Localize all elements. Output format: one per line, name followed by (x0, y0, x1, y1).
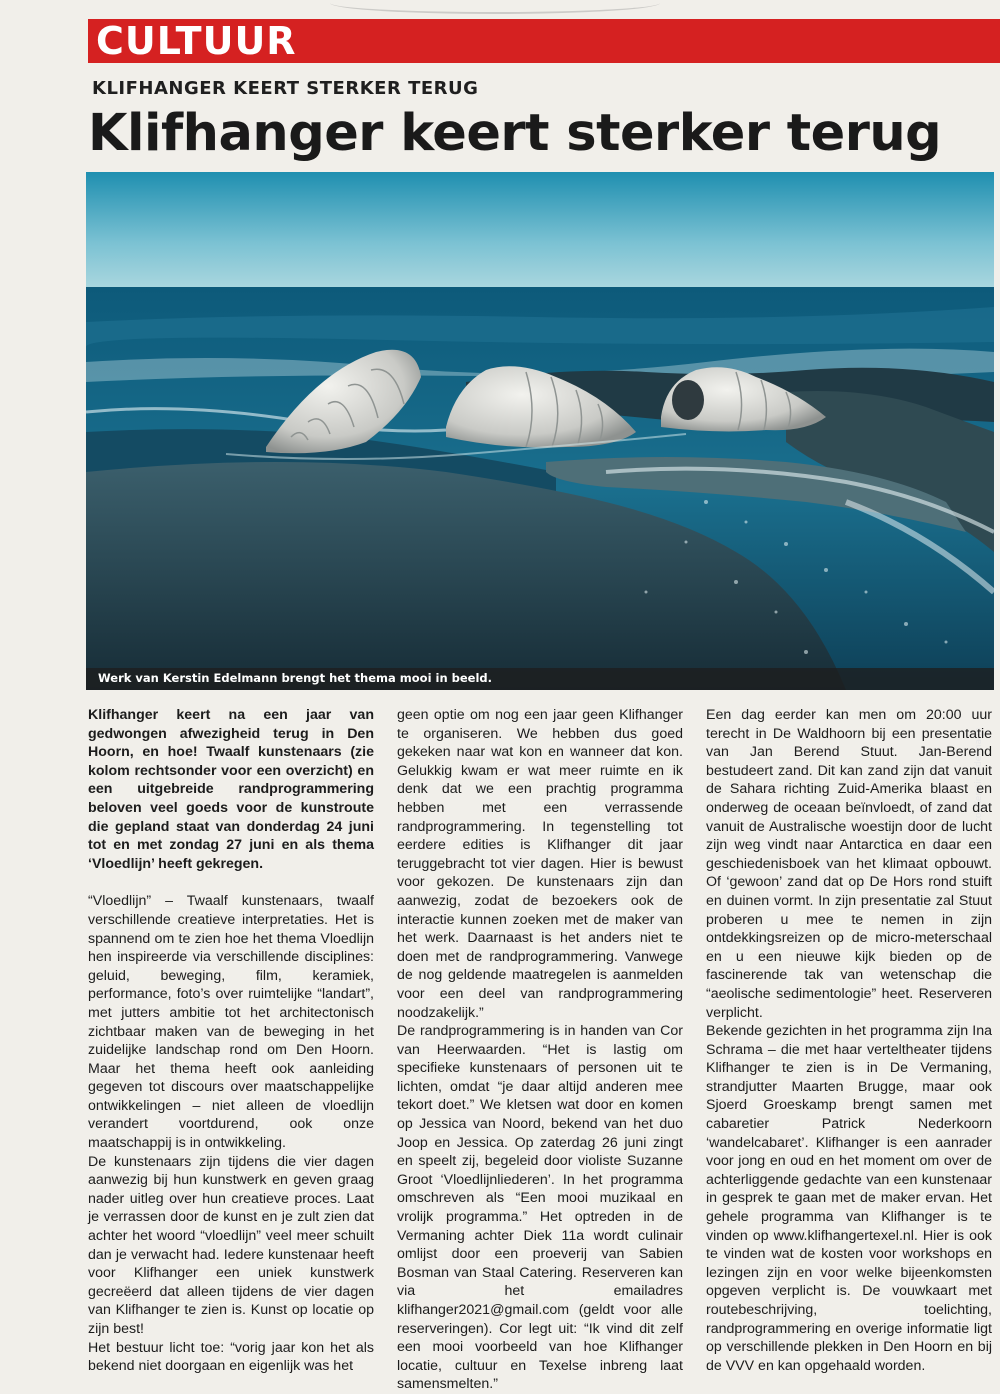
article-paragraph: De randprogrammering is in handen van Cor van Heerwaarden. “Het is lastig om specifieke kunstenaars of personen uit te lichten, omdat “je daar altijd anderen mee tekort doet.” We kletsen wat door en komen op Jessica van Noord, bekend van het duo Joop en Jessica. Op zaterdag 26 juni zingt en speelt zij, begeleid door violiste Suzanne Groot ‘Vloedlijnliederen’. In het programma omschreven als “Een mooi muzikaal en vrolijk programma.” Het optreden in de Vermaning achter Diek 11a wordt culinair omlijst door een proeverij van Sabien Bosman van Staal Catering. Reserveren kan via het emailadres klifhanger2021@gmail.com (geldt voor alle reserveringen). Cor legt uit: “Ik vind dit zelf een mooi voorbeeld van hoe Klifhanger locatie, cultuur en Texelse inbreng laat samensmelten.” (397, 1023, 683, 1393)
article-paragraph: “Vloedlijn” – Twaalf kunstenaars, twaalf verschillende creatieve interpretaties. Het is spannend om te zien hoe het thema Vloedlijn hen inspireerde via verschillende disciplines: geluid, beweging, film, keramiek, performance, foto’s over ruimtelijke “landart”, met jutters ambitie tot het architectonisch zichtbaar maken van de beweging in het zuidelijke landschap rond om Den Hoorn. Maar het thema heeft ook aanleiding gegeven tot discours over maatschappelijke ontwikkelingen – niet alleen de vloedlijn verandert voortdurend, ook onze maatschappij is in ontwikkeling. (88, 893, 374, 1152)
article-intro: Klifhanger keert na een jaar van gedwongen afwezigheid terug in Den Hoorn, en hoe! Twaalf kunstenaars (zie kolom rechtsonder voor een overzicht) en een uitgebreide randprogrammering beloven veel goeds voor de kunstroute die gepland staat van donderdag 24 juni tot en met zondag 27 juni en als thema ‘Vloedlijn’ heeft gekregen. (88, 707, 374, 872)
article-paragraph: Een dag eerder kan men om 20:00 uur terecht in De Waldhoorn bij een presentatie van Jan Berend Stuut. Jan-Berend bestudeert zand. Dit kan zand zijn dat vanuit de Sahara richting Zuid-Amerika blaast en onderweg de oceaan beïnvloedt, of zand dat vanuit de Australische woestijn door de lucht zijn weg vindt naar Antarctica en daar een geschiedenisboek van het klimaat opbouwt. Of ‘gewoon’ zand dat op De Hors rond stuift en duinen vormt. In zijn presentatie zal Stuut proberen u mee te nemen in zijn ontdekkingsreizen op de micro-meterschaal en u een nieuwe kijk bieden op de fascinerende tak van wetenschap die “aeolische sedimentologie” heet. Reserveren verplicht. (706, 707, 992, 1021)
handwritten-scribble (330, 0, 660, 14)
beach-shells-image (86, 172, 994, 690)
article-column-3 (706, 706, 992, 1382)
photo-credit: Foto: Kerstin Edelmann (974, 727, 984, 832)
section-label: CULTUUR (96, 19, 297, 63)
article-column-2 (397, 706, 683, 1393)
article-paragraph: Bekende gezichten in het programma zijn Ina Schrama – die met haar verteltheater tijdens Klifhanger te zien is in De Vermaning, strandjutter Maarten Brugge, maar ook Sjoerd Groeskamp brengt samen met cabaretier Patrick Nederkoorn ‘wandelcabaret’. Klifhanger is een aanrader voor jong en oud en het moment om over de achterliggende gedachte van een kunstenaar in gesprek te gaan met de maker ervan. Het gehele programma van Klifhanger is te vinden op www.klifhangertexel.nl. Hier is ook te vinden wat de kosten voor workshops en lezingen zijn en voor welke bijeenkomsten opgeven verplicht is. De vouwkaart met routebeschrijving, toelichting, randprogrammering en overige informatie ligt op verschillende plekken in Den Hoorn en bij de VVV en kan opgehaald worden. (706, 1023, 992, 1374)
article-column-1 (88, 706, 374, 1382)
article-paragraph: geen optie om nog een jaar geen Klifhanger te organiseren. We hebben dus goed gekeken naar wat kon en wanneer dat kon. Gelukkig kwam er wat meer ruimte en ik denk dat we een prachtig programma hebben met een verrassende randprogrammering. In tegenstelling tot eerdere edities is Klifhanger dit jaar teruggebracht tot vier dagen. Hier is bewust voor gekozen. De kunstenaars zijn dan aanwezig, zodat de bezoekers ook de interactie kunnen zoeken met de maker van het werk. Daarnaast is het anders niet te doen met de randprogrammering. Vanwege de nog geldende maatregelen is aanmelden voor een deel van randprogrammering noodzakelijk.” (397, 707, 683, 1021)
article-kicker: KLIFHANGER KEERT STERKER TERUG (92, 78, 479, 99)
article-headline: Klifhanger keert sterker terug (88, 104, 942, 163)
article-paragraph: Het bestuur licht toe: “vorig jaar kon het als bekend niet doorgaan en eigenlijk was het (88, 1339, 374, 1375)
photo-caption: Werk van Kerstin Edelmann brengt het thema mooi in beeld. (98, 671, 493, 685)
photo-caption-bar (86, 668, 994, 690)
article-paragraph: De kunstenaars zijn tijdens die vier dagen aanwezig bij hun kunstwerk en geven graag nader uitleg over hun creatieve proces. Laat je verrassen door de kunst en je zult zien dat achter het woord “vloedlijn” veel meer schuilt dan je verwacht had. Iedere kunstenaar heeft voor Klifhanger een uniek kunstwerk gecreëerd dat alleen tijdens de vier dagen van Klifhanger te zien is. Kunst op locatie op zijn best! (88, 1153, 374, 1337)
